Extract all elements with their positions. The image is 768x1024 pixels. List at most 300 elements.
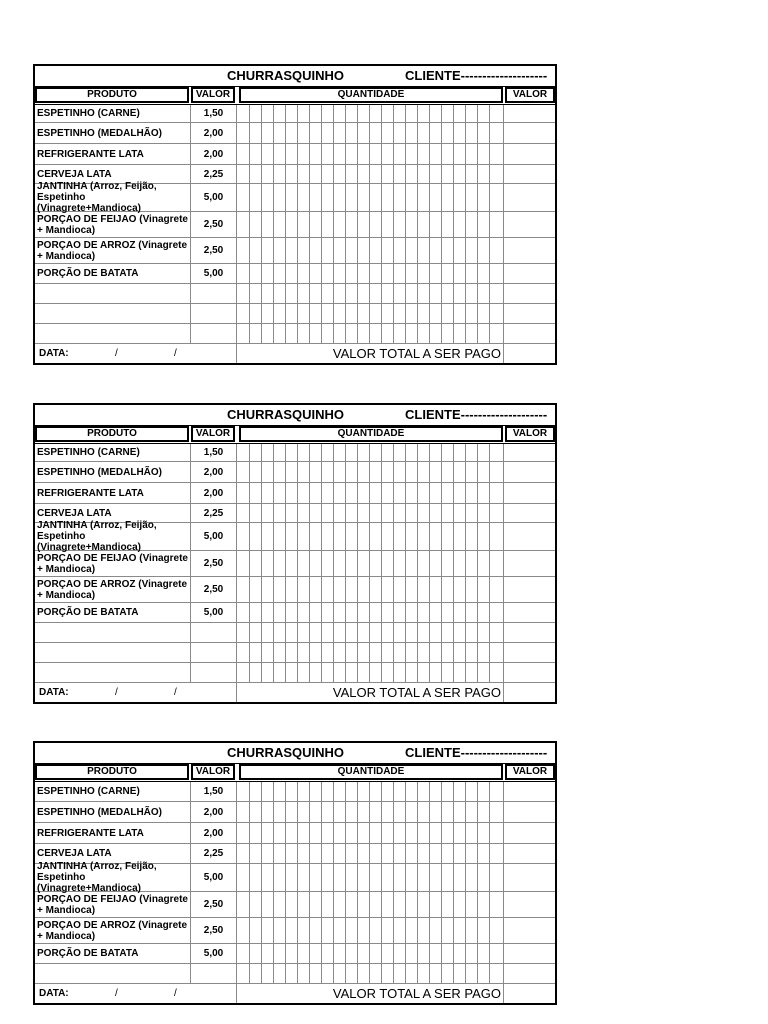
empty-product-cell[interactable] — [35, 284, 191, 303]
tally-divider — [381, 123, 382, 143]
tally-divider — [357, 444, 358, 461]
tally-divider — [369, 782, 370, 801]
date-field[interactable] — [35, 683, 237, 702]
tally-divider — [489, 964, 490, 983]
quantity-tally-cell[interactable] — [237, 444, 504, 461]
row-total-cell[interactable] — [504, 892, 555, 917]
tally-divider — [285, 483, 286, 503]
empty-product-cell[interactable] — [35, 964, 191, 983]
tally-divider — [249, 918, 250, 943]
row-total-cell[interactable] — [504, 551, 555, 576]
tally-divider — [477, 623, 478, 642]
tally-divider — [417, 523, 418, 550]
tally-divider — [489, 324, 490, 343]
empty-price-cell[interactable] — [191, 643, 237, 662]
quantity-tally-cell[interactable] — [237, 304, 504, 323]
product-price: 2,00 — [191, 144, 237, 164]
client-field[interactable]: CLIENTE-------------------- — [405, 745, 548, 760]
tally-divider — [309, 623, 310, 642]
tally-divider — [261, 802, 262, 822]
tally-divider — [285, 264, 286, 283]
tally-divider — [285, 212, 286, 237]
tally-divider — [273, 304, 274, 323]
form-title-row — [35, 66, 555, 87]
tally-divider — [417, 444, 418, 461]
tally-divider — [285, 623, 286, 642]
tally-divider — [357, 782, 358, 801]
quantity-tally-cell[interactable] — [237, 643, 504, 662]
tally-divider — [429, 844, 430, 863]
row-total-cell[interactable] — [504, 944, 555, 963]
tally-divider — [417, 918, 418, 943]
tally-divider — [369, 964, 370, 983]
tally-divider — [249, 238, 250, 263]
tally-divider — [345, 184, 346, 211]
tally-divider — [465, 324, 466, 343]
header-quantidade: QUANTIDADE — [239, 764, 503, 780]
quantity-tally-cell[interactable] — [237, 123, 504, 143]
tally-divider — [477, 603, 478, 622]
tally-divider — [441, 483, 442, 503]
quantity-tally-cell[interactable] — [237, 184, 504, 211]
tally-divider — [429, 105, 430, 122]
tally-divider — [297, 551, 298, 576]
empty-product-cell[interactable] — [35, 663, 191, 682]
row-total-cell[interactable] — [504, 782, 555, 801]
tally-divider — [489, 123, 490, 143]
tally-divider — [345, 964, 346, 983]
row-total-cell[interactable] — [504, 165, 555, 183]
tally-divider — [489, 184, 490, 211]
tally-divider — [297, 603, 298, 622]
quantity-tally-cell[interactable] — [237, 964, 504, 983]
tally-divider — [321, 551, 322, 576]
tally-divider — [453, 462, 454, 482]
tally-divider — [477, 304, 478, 323]
tally-divider — [477, 144, 478, 164]
tally-divider — [345, 663, 346, 682]
tally-divider — [465, 264, 466, 283]
product-name: PORÇAO DE ARROZ (Vinagrete + Mandioca) — [35, 238, 191, 263]
tally-divider — [345, 844, 346, 863]
empty-product-cell[interactable] — [35, 643, 191, 662]
tally-divider — [465, 944, 466, 963]
row-total-cell[interactable] — [504, 577, 555, 602]
quantity-tally-cell[interactable] — [237, 918, 504, 943]
tally-divider — [393, 643, 394, 662]
tally-divider — [465, 504, 466, 522]
tally-divider — [429, 184, 430, 211]
tally-divider — [309, 844, 310, 863]
tally-divider — [273, 483, 274, 503]
tally-divider — [477, 577, 478, 602]
client-field[interactable]: CLIENTE-------------------- — [405, 68, 548, 83]
product-name: PORÇAO DE FEIJAO (Vinagrete + Mandioca) — [35, 212, 191, 237]
product-name: REFRIGERANTE LATA — [35, 483, 191, 503]
empty-price-cell[interactable] — [191, 663, 237, 682]
tally-divider — [285, 643, 286, 662]
quantity-tally-cell[interactable] — [237, 823, 504, 843]
tally-divider — [405, 184, 406, 211]
tally-divider — [321, 105, 322, 122]
quantity-tally-cell[interactable] — [237, 105, 504, 122]
quantity-tally-cell[interactable] — [237, 551, 504, 576]
table-row — [35, 304, 555, 324]
tally-divider — [273, 577, 274, 602]
row-total-cell[interactable] — [504, 264, 555, 283]
row-total-cell[interactable] — [504, 238, 555, 263]
tally-divider — [321, 864, 322, 891]
client-field[interactable]: CLIENTE-------------------- — [405, 407, 548, 422]
empty-price-cell[interactable] — [191, 284, 237, 303]
tally-divider — [321, 523, 322, 550]
product-name: JANTINHA (Arroz, Feijão, Espetinho (Vinagrete+Mandioca) — [35, 184, 191, 211]
tally-divider — [345, 944, 346, 963]
product-price: 2,00 — [191, 802, 237, 822]
tally-divider — [441, 184, 442, 211]
quantity-tally-cell[interactable] — [237, 623, 504, 642]
tally-divider — [477, 483, 478, 503]
tally-divider — [357, 504, 358, 522]
product-name: PORÇAO DE FEIJAO (Vinagrete + Mandioca) — [35, 551, 191, 576]
date-separator: / — [115, 988, 118, 999]
tally-divider — [249, 444, 250, 461]
row-total-cell[interactable] — [504, 444, 555, 461]
total-label: VALOR TOTAL A SER PAGO — [237, 344, 504, 363]
tally-divider — [417, 802, 418, 822]
quantity-tally-cell[interactable] — [237, 782, 504, 801]
tally-divider — [273, 964, 274, 983]
tally-divider — [477, 504, 478, 522]
tally-divider — [441, 123, 442, 143]
tally-divider — [345, 324, 346, 343]
tally-divider — [357, 165, 358, 183]
tally-divider — [405, 918, 406, 943]
row-total-cell[interactable] — [504, 284, 555, 303]
tally-divider — [285, 892, 286, 917]
row-total-cell[interactable] — [504, 504, 555, 522]
tally-divider — [297, 918, 298, 943]
tally-divider — [297, 663, 298, 682]
tally-divider — [381, 623, 382, 642]
tally-divider — [369, 462, 370, 482]
quantity-tally-cell[interactable] — [237, 284, 504, 303]
tally-divider — [309, 165, 310, 183]
tally-divider — [345, 144, 346, 164]
tally-divider — [249, 864, 250, 891]
quantity-tally-cell[interactable] — [237, 864, 504, 891]
tally-divider — [357, 663, 358, 682]
tally-divider — [285, 304, 286, 323]
tally-divider — [405, 284, 406, 303]
tally-divider — [477, 944, 478, 963]
total-amount-cell[interactable] — [504, 344, 555, 363]
product-price: 2,25 — [191, 165, 237, 183]
table-row — [35, 144, 555, 165]
tally-divider — [249, 483, 250, 503]
tally-divider — [297, 844, 298, 863]
tally-divider — [357, 577, 358, 602]
tally-divider — [321, 165, 322, 183]
total-amount-cell[interactable] — [504, 984, 555, 1003]
row-total-cell[interactable] — [504, 184, 555, 211]
tally-divider — [261, 123, 262, 143]
quantity-tally-cell[interactable] — [237, 324, 504, 343]
quantity-tally-cell[interactable] — [237, 264, 504, 283]
tally-divider — [249, 551, 250, 576]
tally-divider — [309, 144, 310, 164]
table-row — [35, 483, 555, 504]
quantity-tally-cell[interactable] — [237, 944, 504, 963]
header-valor: VALOR — [191, 764, 235, 780]
tally-divider — [441, 603, 442, 622]
empty-price-cell[interactable] — [191, 964, 237, 983]
row-total-cell[interactable] — [504, 212, 555, 237]
tally-divider — [429, 284, 430, 303]
tally-divider — [369, 551, 370, 576]
row-total-cell[interactable] — [504, 918, 555, 943]
row-total-cell[interactable] — [504, 663, 555, 682]
tally-divider — [321, 483, 322, 503]
tally-divider — [345, 782, 346, 801]
tally-divider — [441, 264, 442, 283]
tally-divider — [489, 264, 490, 283]
row-total-cell[interactable] — [504, 844, 555, 863]
tally-divider — [273, 823, 274, 843]
tally-divider — [489, 918, 490, 943]
tally-divider — [405, 551, 406, 576]
table-row — [35, 577, 555, 603]
tally-divider — [465, 462, 466, 482]
tally-divider — [321, 823, 322, 843]
table-row — [35, 284, 555, 304]
tally-divider — [261, 324, 262, 343]
tally-divider — [393, 663, 394, 682]
tally-divider — [357, 892, 358, 917]
tally-divider — [333, 304, 334, 323]
tally-divider — [309, 577, 310, 602]
form-footer — [35, 344, 555, 363]
tally-divider — [393, 284, 394, 303]
empty-price-cell[interactable] — [191, 623, 237, 642]
tally-divider — [489, 643, 490, 662]
tally-divider — [249, 123, 250, 143]
empty-product-cell[interactable] — [35, 623, 191, 642]
table-header — [35, 764, 555, 782]
quantity-tally-cell[interactable] — [237, 802, 504, 822]
table-row — [35, 212, 555, 238]
tally-divider — [381, 844, 382, 863]
tally-divider — [393, 892, 394, 917]
product-price: 2,50 — [191, 918, 237, 943]
tally-divider — [417, 892, 418, 917]
tally-divider — [321, 504, 322, 522]
tally-divider — [441, 782, 442, 801]
row-total-cell[interactable] — [504, 643, 555, 662]
tally-divider — [285, 802, 286, 822]
tally-divider — [477, 105, 478, 122]
empty-product-cell[interactable] — [35, 324, 191, 343]
tally-divider — [357, 264, 358, 283]
order-form — [33, 64, 557, 365]
product-price: 1,50 — [191, 444, 237, 461]
tally-divider — [297, 462, 298, 482]
tally-divider — [309, 238, 310, 263]
tally-divider — [345, 304, 346, 323]
tally-divider — [333, 918, 334, 943]
row-total-cell[interactable] — [504, 964, 555, 983]
tally-divider — [417, 844, 418, 863]
quantity-tally-cell[interactable] — [237, 603, 504, 622]
tally-divider — [369, 623, 370, 642]
row-total-cell[interactable] — [504, 144, 555, 164]
row-total-cell[interactable] — [504, 623, 555, 642]
row-total-cell[interactable] — [504, 603, 555, 622]
tally-divider — [405, 603, 406, 622]
tally-divider — [465, 144, 466, 164]
tally-divider — [429, 264, 430, 283]
tally-divider — [381, 324, 382, 343]
table-row — [35, 264, 555, 284]
tally-divider — [309, 504, 310, 522]
tally-divider — [273, 663, 274, 682]
tally-divider — [333, 123, 334, 143]
tally-divider — [429, 643, 430, 662]
quantity-tally-cell[interactable] — [237, 577, 504, 602]
tally-divider — [465, 643, 466, 662]
row-total-cell[interactable] — [504, 304, 555, 323]
row-total-cell[interactable] — [504, 123, 555, 143]
product-name: PORÇAO DE ARROZ (Vinagrete + Mandioca) — [35, 577, 191, 602]
tally-divider — [381, 577, 382, 602]
tally-divider — [273, 264, 274, 283]
tally-divider — [429, 551, 430, 576]
tally-divider — [489, 823, 490, 843]
tally-divider — [453, 892, 454, 917]
tally-divider — [273, 504, 274, 522]
tally-divider — [369, 918, 370, 943]
tally-divider — [333, 212, 334, 237]
tally-divider — [369, 577, 370, 602]
tally-divider — [261, 212, 262, 237]
tally-divider — [465, 483, 466, 503]
tally-divider — [297, 892, 298, 917]
quantity-tally-cell[interactable] — [237, 144, 504, 164]
row-total-cell[interactable] — [504, 523, 555, 550]
tally-divider — [441, 105, 442, 122]
tally-divider — [393, 483, 394, 503]
row-total-cell[interactable] — [504, 462, 555, 482]
tally-divider — [261, 623, 262, 642]
product-price: 2,25 — [191, 504, 237, 522]
quantity-tally-cell[interactable] — [237, 483, 504, 503]
tally-divider — [345, 551, 346, 576]
product-price: 2,25 — [191, 844, 237, 863]
product-name: CERVEJA LATA — [35, 504, 191, 522]
tally-divider — [249, 324, 250, 343]
tally-divider — [489, 144, 490, 164]
tally-divider — [369, 643, 370, 662]
form-title-row — [35, 743, 555, 764]
quantity-tally-cell[interactable] — [237, 523, 504, 550]
tally-divider — [321, 603, 322, 622]
table-row — [35, 603, 555, 623]
tally-divider — [441, 212, 442, 237]
tally-divider — [345, 238, 346, 263]
tally-divider — [381, 823, 382, 843]
total-amount-cell[interactable] — [504, 683, 555, 702]
tally-divider — [465, 284, 466, 303]
tally-divider — [357, 918, 358, 943]
date-field[interactable] — [35, 344, 237, 363]
tally-divider — [309, 782, 310, 801]
quantity-tally-cell[interactable] — [237, 844, 504, 863]
row-total-cell[interactable] — [504, 483, 555, 503]
header-valor: VALOR — [191, 87, 235, 103]
tally-divider — [381, 304, 382, 323]
row-total-cell[interactable] — [504, 324, 555, 343]
tally-divider — [453, 212, 454, 237]
row-total-cell[interactable] — [504, 823, 555, 843]
quantity-tally-cell[interactable] — [237, 238, 504, 263]
row-total-cell[interactable] — [504, 864, 555, 891]
quantity-tally-cell[interactable] — [237, 663, 504, 682]
tally-divider — [393, 623, 394, 642]
tally-divider — [273, 123, 274, 143]
quantity-tally-cell[interactable] — [237, 504, 504, 522]
tally-divider — [489, 523, 490, 550]
tally-divider — [261, 523, 262, 550]
quantity-tally-cell[interactable] — [237, 462, 504, 482]
tally-divider — [489, 444, 490, 461]
empty-product-cell[interactable] — [35, 304, 191, 323]
row-total-cell[interactable] — [504, 105, 555, 122]
tally-divider — [381, 264, 382, 283]
tally-divider — [333, 944, 334, 963]
row-total-cell[interactable] — [504, 802, 555, 822]
tally-divider — [429, 918, 430, 943]
tally-divider — [333, 324, 334, 343]
tally-divider — [297, 264, 298, 283]
empty-price-cell[interactable] — [191, 324, 237, 343]
quantity-tally-cell[interactable] — [237, 165, 504, 183]
tally-divider — [333, 504, 334, 522]
tally-divider — [357, 304, 358, 323]
date-label: DATA: — [39, 687, 69, 698]
empty-price-cell[interactable] — [191, 304, 237, 323]
tally-divider — [465, 444, 466, 461]
tally-divider — [297, 523, 298, 550]
tally-divider — [465, 105, 466, 122]
tally-divider — [417, 462, 418, 482]
tally-divider — [333, 663, 334, 682]
product-name: ESPETINHO (MEDALHÃO) — [35, 123, 191, 143]
tally-divider — [417, 284, 418, 303]
quantity-tally-cell[interactable] — [237, 212, 504, 237]
tally-divider — [369, 212, 370, 237]
tally-divider — [261, 264, 262, 283]
tally-divider — [309, 802, 310, 822]
tally-divider — [381, 184, 382, 211]
header-quantidade: QUANTIDADE — [239, 426, 503, 442]
tally-divider — [369, 823, 370, 843]
tally-divider — [357, 823, 358, 843]
date-field[interactable] — [35, 984, 237, 1003]
quantity-tally-cell[interactable] — [237, 892, 504, 917]
order-form — [33, 741, 557, 1005]
tally-divider — [393, 944, 394, 963]
tally-divider — [357, 944, 358, 963]
